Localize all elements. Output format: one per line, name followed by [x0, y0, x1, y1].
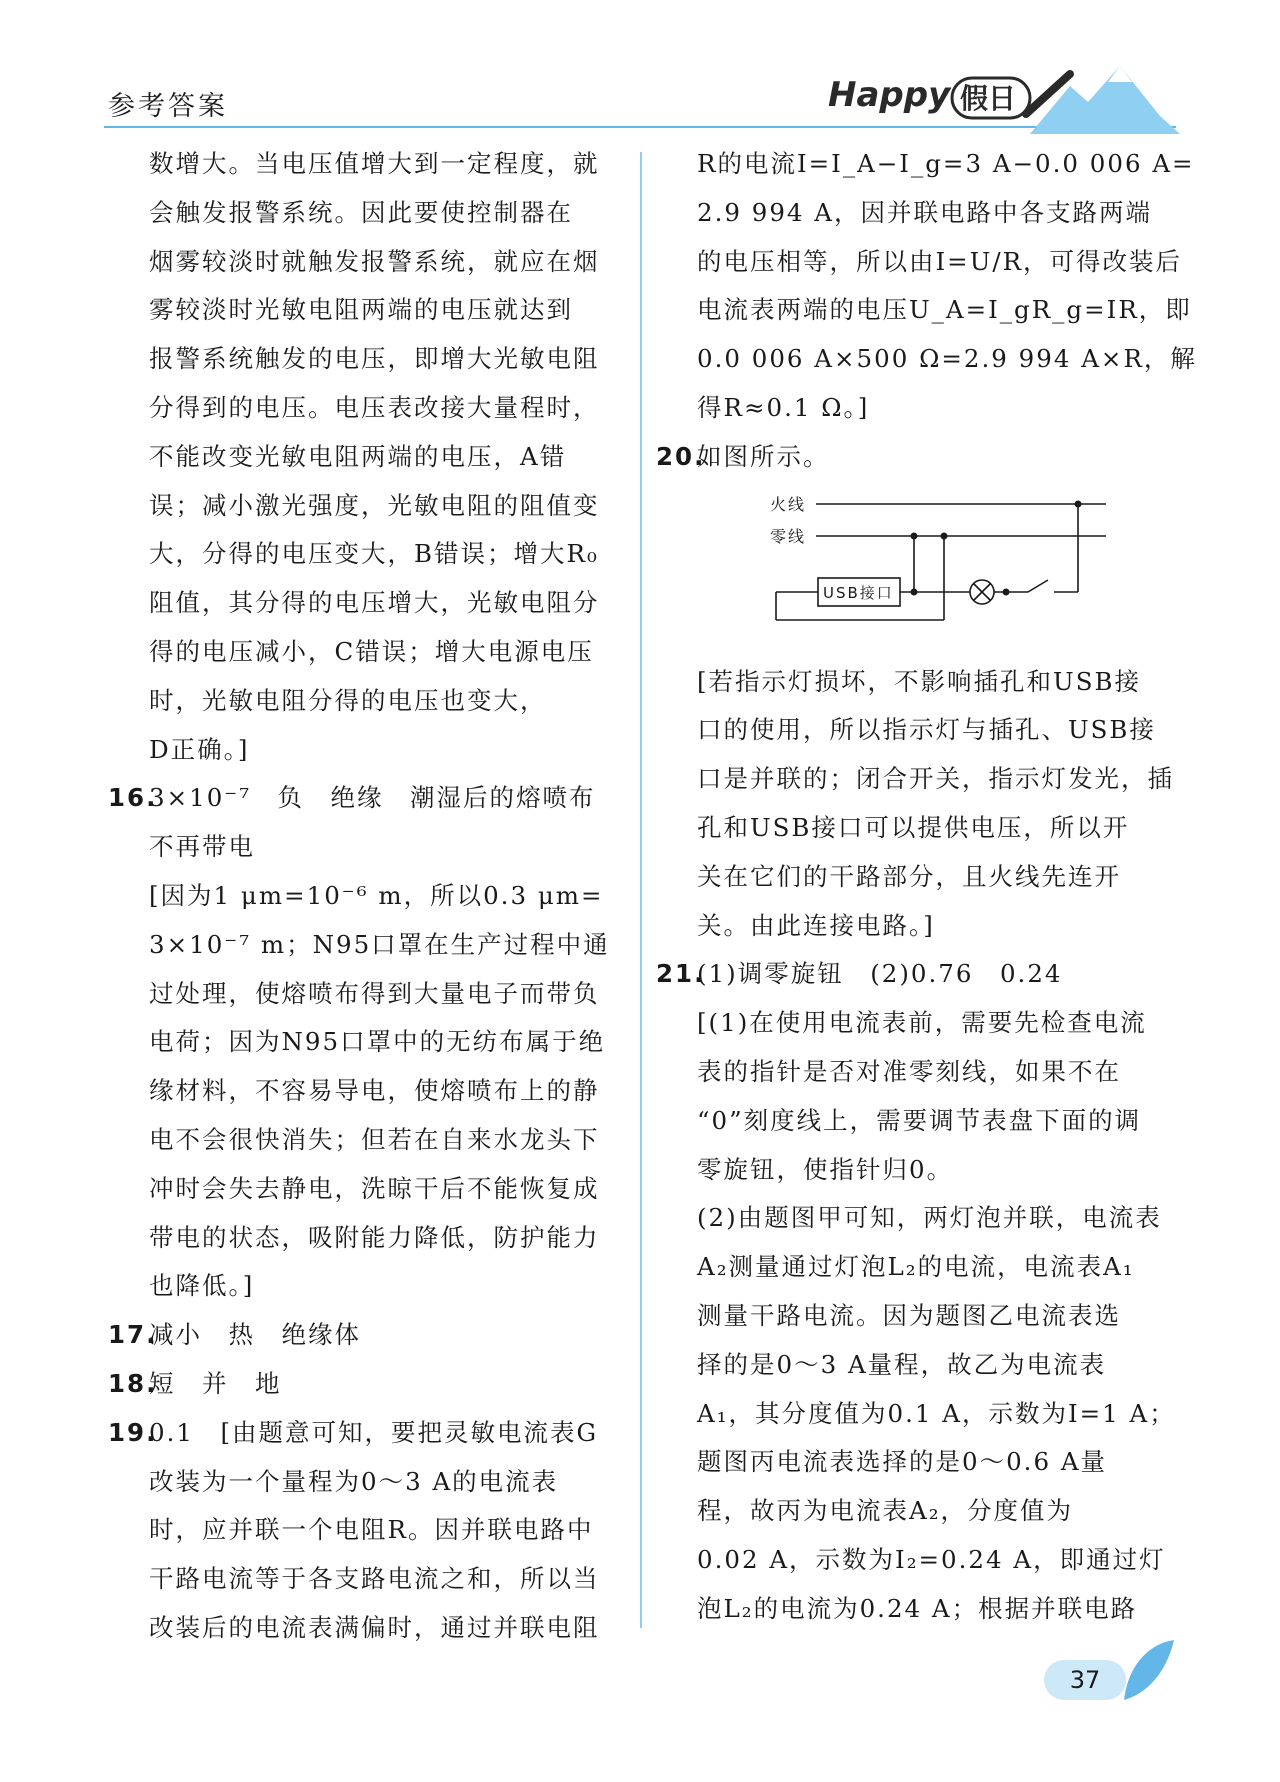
- mountain-icon: [1030, 66, 1180, 134]
- text-line: 也降低。]: [149, 1271, 255, 1301]
- answer-line: 减小 热 绝缘体: [149, 1320, 361, 1350]
- text-line: 改装为一个量程为0～3 A的电流表: [149, 1466, 559, 1496]
- text-line: 程，故丙为电流表A₂，分度值为: [697, 1496, 1074, 1526]
- happy-holiday-logo: [820, 56, 1180, 136]
- text-line: 关在它们的干路部分，且火线先连开: [697, 861, 1121, 891]
- answer-line: 3×10⁻⁷ 负 绝缘 潮湿后的熔喷布: [149, 783, 596, 813]
- text-line: 0.0 006 A×500 Ω=2.9 994 A×R，解: [697, 344, 1197, 374]
- question-16: [108, 774, 628, 1311]
- text-line: “0”刻度线上，需要调节表盘下面的调: [697, 1105, 1142, 1135]
- logo-jiari-text: 假日: [960, 82, 1017, 115]
- text-line: 2.9 994 A，因并联电路中各支路两端: [697, 197, 1152, 227]
- text-line: 3×10⁻⁷ m；N95口罩在生产过程中通: [149, 929, 610, 959]
- text-line: 泡L₂的电流为0.24 A；根据并联电路: [697, 1593, 1138, 1623]
- text-line: 时，应并联一个电阻R。因并联电路中: [149, 1515, 594, 1545]
- text-line: 报警系统触发的电压，即增大光敏电阻: [149, 344, 600, 374]
- q20-explanation: [656, 658, 1174, 951]
- question-21: [656, 950, 1174, 1633]
- answer-line: 不再带电: [149, 832, 255, 862]
- logo-happy-text: Happy: [828, 75, 951, 115]
- question-17: [108, 1311, 628, 1360]
- text-line: 孔和USB接口可以提供电压，所以开: [697, 812, 1130, 842]
- page-number: 37: [1044, 1660, 1126, 1700]
- answer-line: (1)调零旋钮 (2)0.76 0.24: [697, 959, 1063, 989]
- question-20: [656, 433, 1174, 482]
- text-line: 测量干路电流。因为题图乙电流表选: [697, 1300, 1121, 1330]
- text-line: [若指示灯损坏，不影响插孔和USB接: [697, 666, 1141, 696]
- text-line: 分得到的电压。电压表改接大量程时，: [149, 392, 600, 422]
- text-line: 带电的状态，吸附能力降低，防护能力: [149, 1222, 600, 1252]
- text-line: 电不会很快消失；但若在自来水龙头下: [149, 1124, 600, 1154]
- text-line: A₁，其分度值为0.1 A，示数为I=1 A；: [697, 1398, 1176, 1428]
- answer-line: 短 并 地: [149, 1368, 282, 1398]
- text-line: 择的是0～3 A量程，故乙为电流表: [697, 1349, 1107, 1379]
- question-number: 17.: [108, 1320, 158, 1350]
- right-column: [656, 140, 1197, 1634]
- text-line: 得的电压减小，C错误；增大电源电压: [149, 636, 594, 666]
- text-line: 表的指针是否对准零刻线，如果不在: [697, 1056, 1121, 1086]
- question-number: 19.: [108, 1417, 158, 1447]
- text-line: 时，光敏电阻分得的电压也变大，: [149, 685, 547, 715]
- text-line: 口的使用，所以指示灯与插孔、USB接: [697, 715, 1156, 745]
- text-line: 口是并联的；闭合开关，指示灯发光，插: [697, 764, 1174, 794]
- text-line: 雾较淡时光敏电阻两端的电压就达到: [149, 295, 573, 325]
- question-number: 20.: [656, 441, 706, 471]
- q19-explanation-continued: [656, 140, 1197, 433]
- text-line: (2)由题图甲可知，两灯泡并联，电流表: [697, 1203, 1162, 1233]
- text-line: 的电压相等，所以由I=U/R，可得改装后: [697, 246, 1183, 276]
- question-number: 18.: [108, 1368, 158, 1398]
- text-line: 冲时会失去静电，洗晾干后不能恢复成: [149, 1173, 600, 1203]
- switch-icon: [1028, 580, 1048, 592]
- text-line: 会触发报警系统。因此要使控制器在: [149, 197, 573, 227]
- text-line: 阻值，其分得的电压增大，光敏电阻分: [149, 588, 600, 618]
- text-line: D正确。]: [149, 734, 250, 764]
- neutral-wire-label: 零线: [770, 526, 807, 546]
- text-line: 数增大。当电压值增大到一定程度，就: [149, 149, 600, 178]
- column-divider: [640, 152, 642, 1628]
- text-line: 电荷；因为N95口罩中的无纺布属于绝: [149, 1027, 606, 1057]
- question-number: 21.: [656, 959, 706, 989]
- leaf-decoration-icon: [1118, 1636, 1178, 1706]
- question-number: 16.: [108, 783, 158, 813]
- text-line: 0.02 A，示数为I₂=0.24 A，即通过灯: [697, 1544, 1166, 1574]
- text-line: A₂测量通过灯泡L₂的电流，电流表A₁: [697, 1252, 1135, 1282]
- circuit-diagram: [766, 490, 1106, 650]
- left-column: [108, 140, 628, 1653]
- text-line: [(1)在使用电流表前，需要先检查电流: [697, 1008, 1147, 1038]
- text-line: 得R≈0.1 Ω。]: [697, 392, 870, 422]
- header-label: 参考答案: [108, 91, 228, 122]
- text-line: 改装后的电流表满偏时，通过并联电阻: [149, 1612, 600, 1642]
- text-line: [因为1 μm=10⁻⁶ m，所以0.3 μm=: [149, 880, 604, 910]
- text-line: 关。由此连接电路。]: [697, 910, 935, 940]
- text-line: 电流表两端的电压U_A=I_gR_g=IR，即: [697, 295, 1192, 325]
- text-line: 缘材料，不容易导电，使熔喷布上的静: [149, 1076, 600, 1106]
- text-line: 零旋钮，使指针归0。: [697, 1154, 954, 1184]
- text-line: 过处理，使熔喷布得到大量电子而带负: [149, 978, 600, 1008]
- q15-explanation-continued: [108, 140, 628, 774]
- text-line: 干路电流等于各支路电流之和，所以当: [149, 1564, 600, 1594]
- text-line: 不能改变光敏电阻两端的电压，A错: [149, 441, 567, 471]
- circuit-figure: [656, 482, 1174, 658]
- answer-line: 如图所示。: [697, 441, 830, 471]
- text-line: 大，分得的电压变大，B错误；增大R₀: [149, 539, 599, 569]
- answer-line: 0.1 [由题意可知，要把灵敏电流表G: [149, 1417, 599, 1447]
- usb-port-label: USB接口: [823, 583, 894, 602]
- question-19: [108, 1409, 628, 1653]
- text-line: 烟雾较淡时就触发报警系统，就应在烟: [149, 246, 600, 276]
- live-wire-label: 火线: [770, 494, 807, 514]
- text-line: 题图丙电流表选择的是0～0.6 A量: [697, 1447, 1108, 1477]
- text-line: 误；减小激光强度，光敏电阻的阻值变: [149, 490, 600, 520]
- text-line: R的电流I=I_A−I_g=3 A−0.0 006 A=: [697, 149, 1195, 178]
- question-18: [108, 1360, 628, 1409]
